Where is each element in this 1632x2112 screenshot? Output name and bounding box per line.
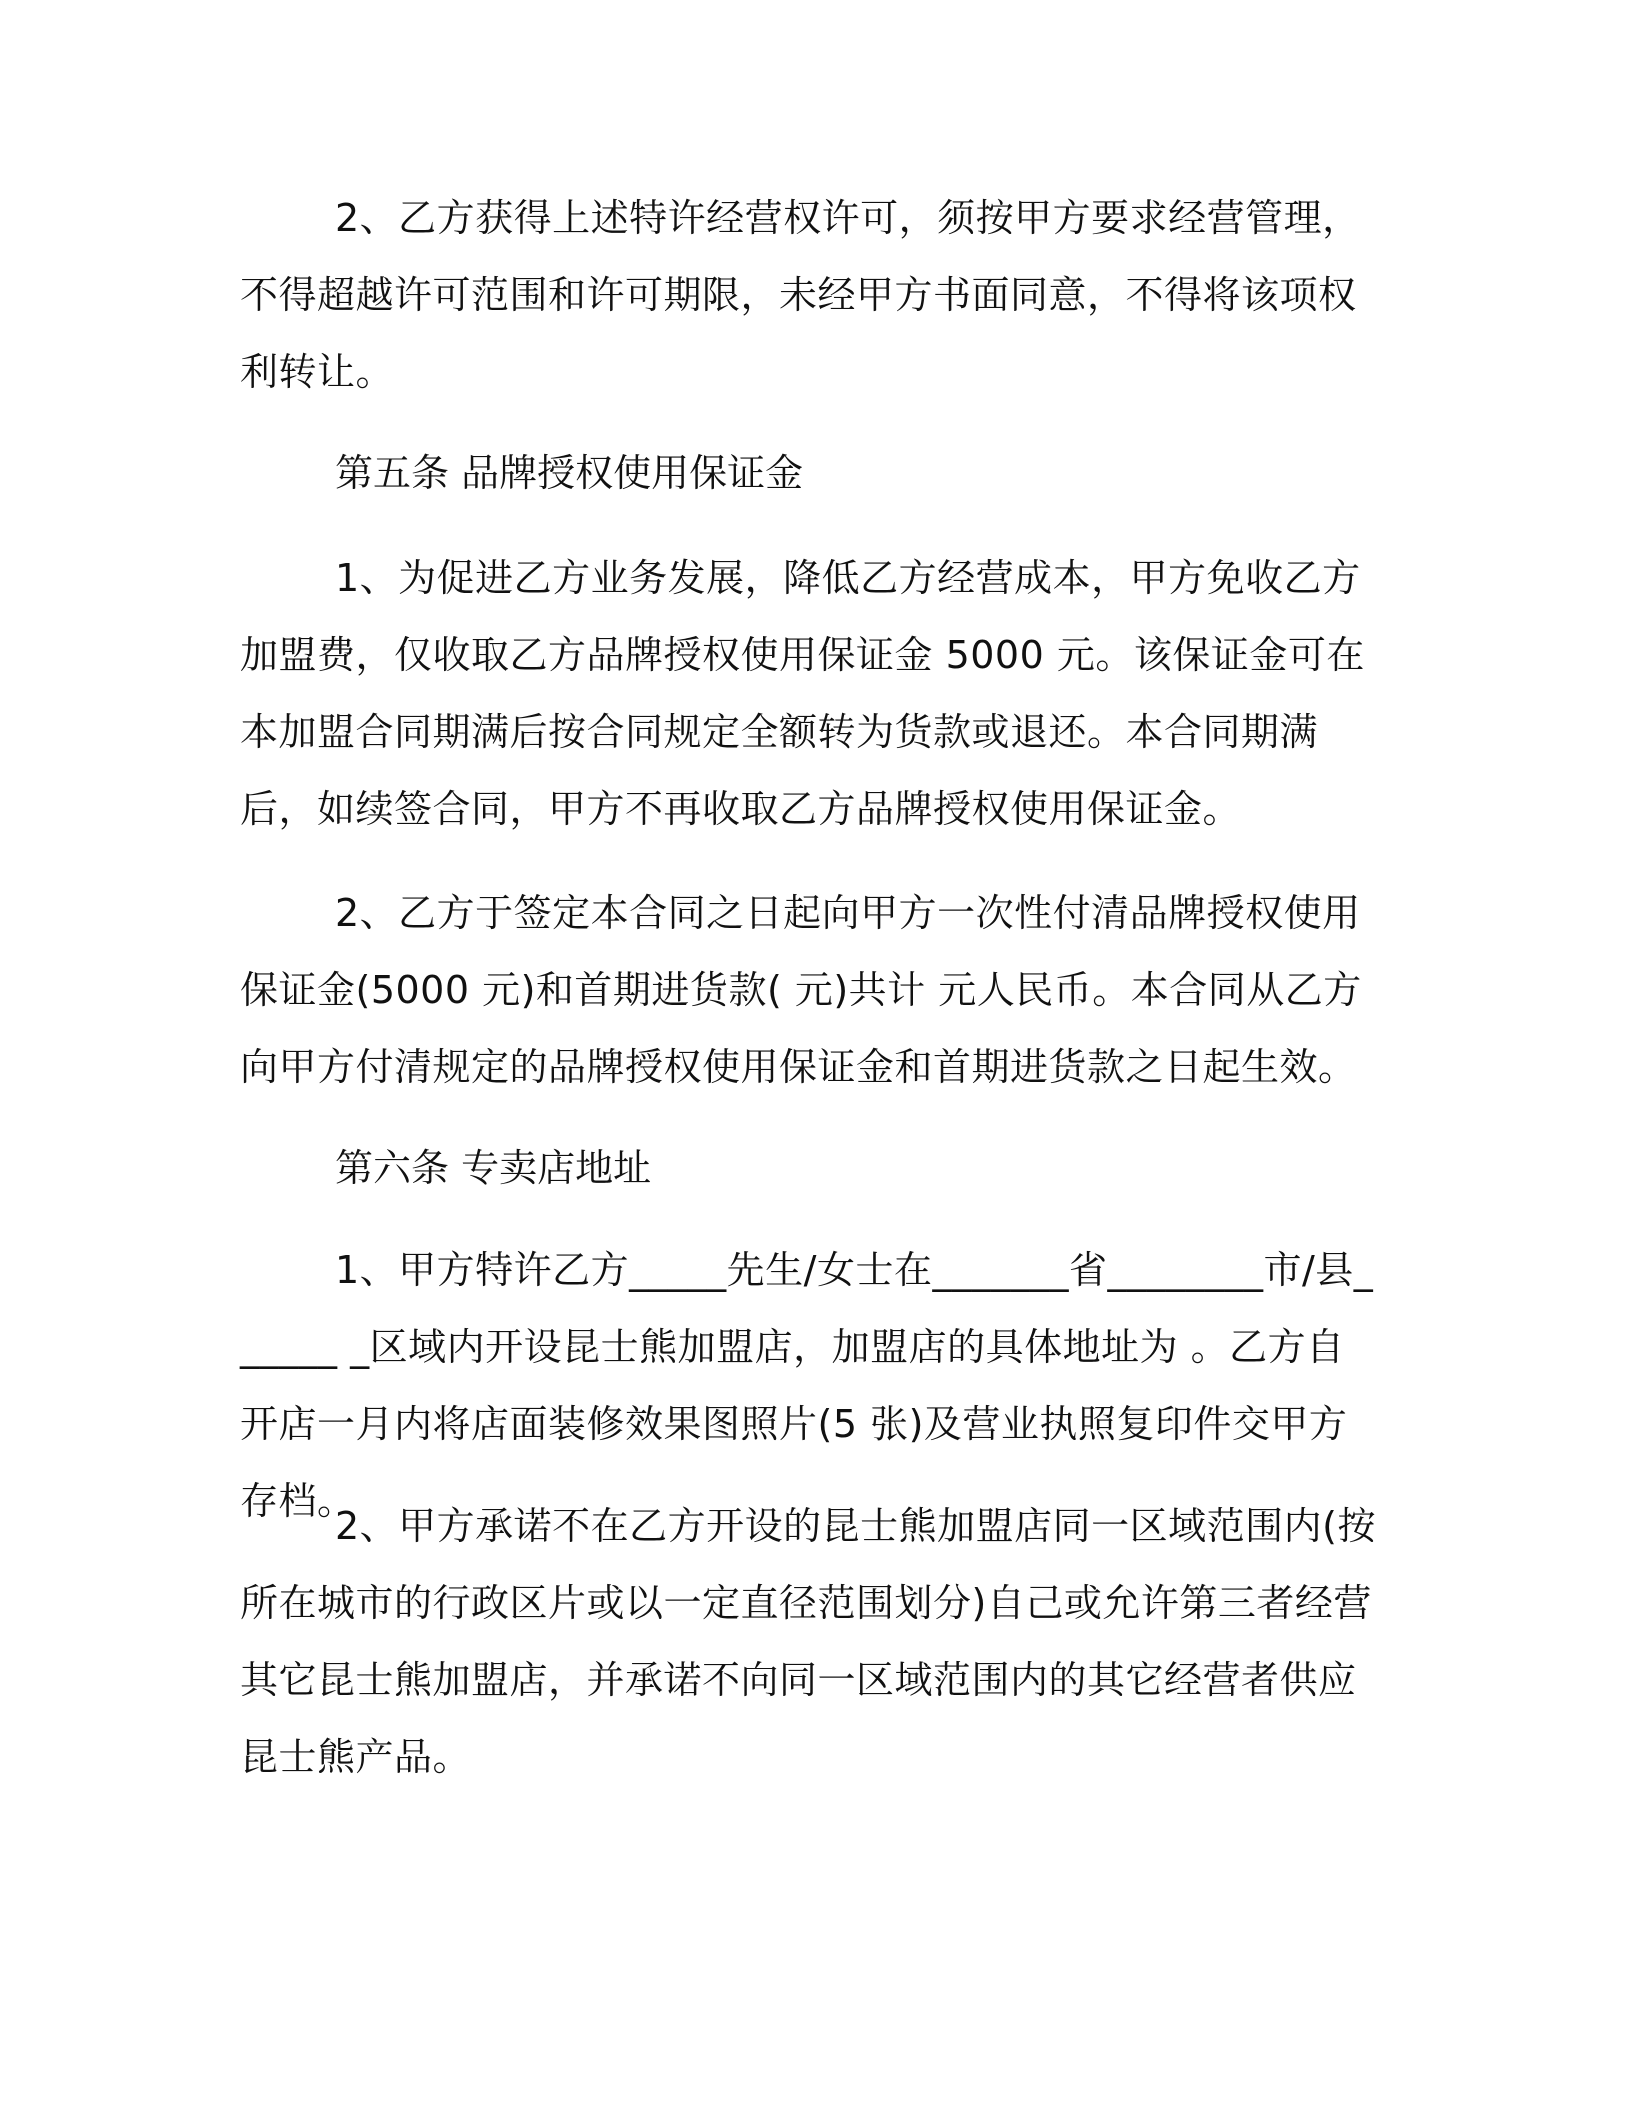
paragraph-article6-clause2: 2、甲方承诺不在乙方开设的昆士熊加盟店同一区域范围内(按所在城市的行政区片或以一定直径范围划分)自己或允许第三者经营其它昆士熊加盟店，并承诺不向同一区域范围内的其它经营者供应昆士熊产品。 bbox=[240, 1504, 1377, 1779]
paragraph-article5-clause2: 2、乙方于签定本合同之日起向甲方一次性付清品牌授权使用保证金(5000 元)和首期进货款( 元)共计 元人民币。本合同从乙方向甲方付清规定的品牌授权使用保证金和首期进货款之日起生效。 bbox=[240, 891, 1362, 1089]
paragraph-article5-clause1: 1、为促进乙方业务发展，降低乙方经营成本，甲方免收乙方加盟费，仅收取乙方品牌授权使用保证金 5000 元。该保证金可在本加盟合同期满后按合同规定全额转为货款或退还。本合同期满后，如续签合同，甲方不再收取乙方品牌授权使用保证金。 bbox=[240, 556, 1365, 831]
article5-heading: 第五条 品牌授权使用保证金 bbox=[335, 451, 804, 495]
article6-heading: 第六条 专卖店地址 bbox=[335, 1146, 652, 1190]
paragraph-article4-clause2: 2、乙方获得上述特许经营权许可，须按甲方要求经营管理，不得超越许可范围和许可期限，未经甲方书面同意，不得将该项权利转让。 bbox=[240, 196, 1361, 394]
paragraph-article6-clause1: 1、甲方特许乙方_____先生/女士在_______省________市/县______ _区域内开设昆士熊加盟店，加盟店的具体地址为 。乙方自开店一月内将店面装修效果图照片(5 张)及营业执照复印件交甲方存档。 bbox=[240, 1248, 1374, 1523]
